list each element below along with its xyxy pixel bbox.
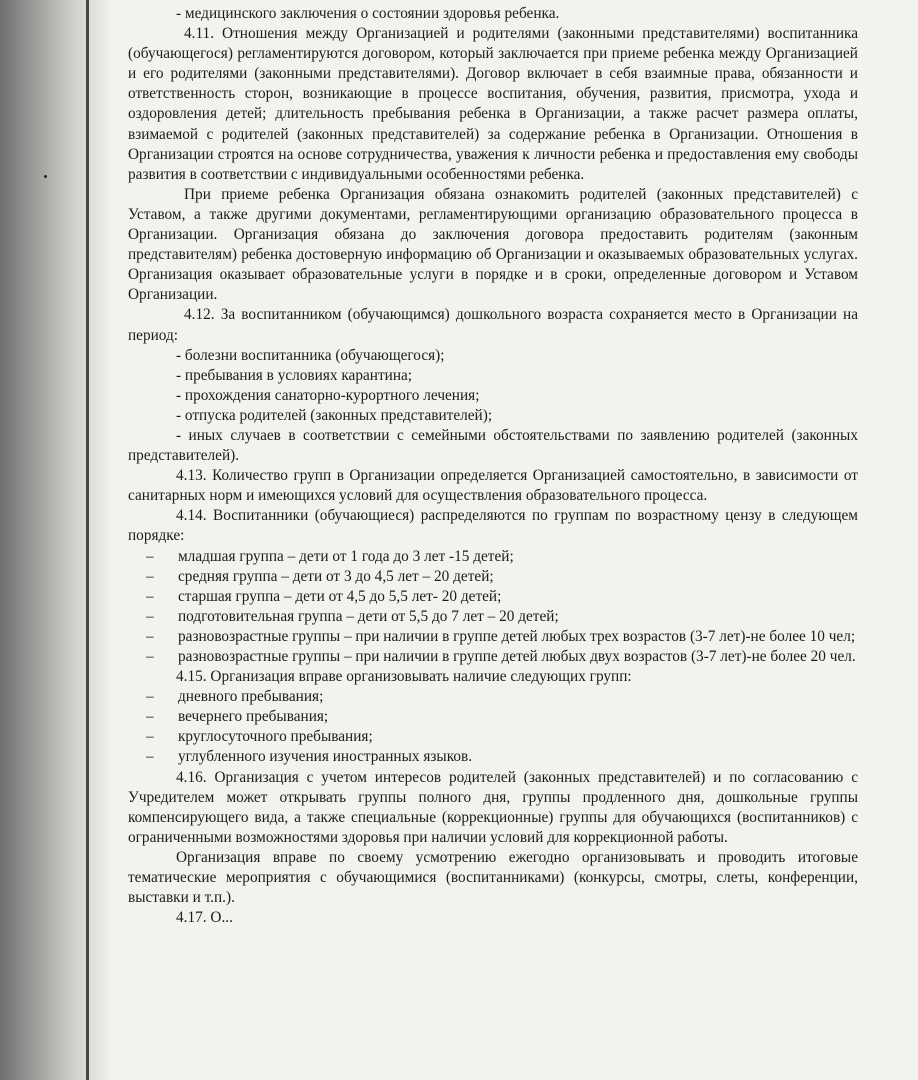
dash-bullet: –	[146, 587, 154, 605]
paragraph-events: Организация вправе по своему усмотрению ежегодно организовывать и проводить итоговые тематические мероприятия с обучающимися (воспитанниками) (конкурсы, смотры, слеты, конференции, выставки и т.п.).	[128, 848, 858, 907]
list-item	[128, 727, 858, 747]
scan-binding-shadow	[0, 0, 110, 1080]
list-item	[128, 627, 858, 647]
list-item: - прохождения санаторно-курортного лечения;	[176, 386, 480, 404]
list-item-text: разновозрастные группы – при наличии в группе детей любых двух возрастов (3-7 лет)-не более 20 чел.	[178, 648, 856, 665]
list-item	[128, 747, 858, 767]
list-item	[128, 647, 858, 667]
list-item-text: средняя группа – дети от 3 до 4,5 лет – 20 детей;	[178, 567, 494, 585]
paragraph-admission: При приеме ребенка Организация обязана ознакомить родителей (законных представителей) с Уставом, а также другими документами, регламентирующими организацию образовательного процесса в Организации. Организация обязана до заключения договора предоставить родителям (законным представителям) ребенка достоверную информацию об Организации и оказываемых образовательных услугах. Организация оказывает образовательные услуги в порядке и в сроки, определенные договором и Уставом Организации.	[128, 185, 858, 304]
dash-bullet: –	[146, 567, 154, 585]
scan-page-edge	[86, 0, 89, 1080]
list-item-text: углубленного изучения иностранных языков.	[178, 748, 473, 766]
list-item-text: дневного пребывания;	[178, 688, 324, 706]
dash-bullet: –	[146, 708, 154, 726]
dash-bullet: –	[146, 688, 154, 706]
paragraph-4-15: 4.15. Организация вправе организовывать наличие следующих групп:	[176, 668, 632, 686]
list-item-text: круглосуточного пребывания;	[178, 728, 373, 746]
dash-bullet: –	[146, 728, 154, 746]
list-item-text: вечернего пребывания;	[178, 708, 329, 726]
document-page	[128, 4, 858, 1080]
list-item-text: разновозрастные группы – при наличии в группе детей любых трех возрастов (3-7 лет)-не более 10 чел;	[178, 627, 856, 645]
paragraph-4-14: 4.14. Воспитанники (обучающиеся) распределяются по группам по возрастному цензу в следующем порядке:	[128, 507, 858, 545]
scan-speck	[44, 175, 47, 178]
dash-bullet: –	[146, 648, 154, 665]
list-item-text: старшая группа – дети от 4,5 до 5,5 лет- 20 детей;	[178, 587, 502, 605]
list-item	[128, 547, 858, 567]
list-item-text: младшая группа – дети от 1 года до 3 лет -15 детей;	[178, 547, 514, 565]
list-item	[128, 687, 858, 707]
paragraph-4-16: 4.16. Организация с учетом интересов родителей (законных представителей) и по согласованию с Учредителем может открывать группы полного дня, группы продленного дня, дошкольные группы компенсирующего вида, а также специальные (коррекционные) группы для обучающихся (воспитанников) с ограниченными возможностями здоровья при наличии условий для коррекционной работы.	[128, 768, 858, 846]
list-item: - иных случаев в соответствии с семейными обстоятельствами по заявлению родителей (законных представителей).	[128, 426, 858, 465]
list-item-text: подготовительная группа – дети от 5,5 до 7 лет – 20 детей;	[178, 607, 559, 625]
list-item	[128, 567, 858, 587]
list-item: - отпуска родителей (законных представителей);	[176, 406, 493, 424]
paragraph-4-17: 4.17. О...	[176, 909, 233, 927]
list-item	[128, 607, 858, 627]
list-item	[128, 707, 858, 727]
list-item: - пребывания в условиях карантина;	[176, 366, 413, 384]
paragraph-medical-note: - медицинского заключения о состоянии здоровья ребенка.	[176, 5, 560, 22]
dash-bullet: –	[146, 547, 154, 565]
list-item	[128, 587, 858, 607]
paragraph-4-13: 4.13. Количество групп в Организации определяется Организацией самостоятельно, в зависимости от санитарных норм и имеющихся условий для осуществления образовательного процесса.	[128, 467, 858, 505]
dash-bullet: –	[146, 748, 154, 766]
dash-bullet: –	[146, 607, 154, 625]
dash-bullet: –	[146, 627, 154, 645]
list-item: - болезни воспитанника (обучающегося);	[176, 346, 445, 364]
paragraph-4-12: 4.12. За воспитанником (обучающимся) дошкольного возраста сохраняется место в Организации на период:	[128, 306, 858, 344]
paragraph-4-11: 4.11. Отношения между Организацией и родителями (законными представителями) воспитанника (обучающегося) регламентируются договором, который заключается при приеме ребенка между Организацией и его родителями (законными представителями). Договор включает в себя взаимные права, обязанности и ответственность сторон, возникающие в процессе воспитания, обучения, развития, присмотра, ухода и оздоровления детей; длительность пребывания ребенка в Организации, а также расчет размера оплаты, взимаемой с родителей (законных представителей) за содержание ребенка в Организации. Отношения в Организации строятся на основе сотрудничества, уважения к личности ребенка и предоставления ему свободы развития в соответствии с индивидуальными особенностями ребенка.	[128, 25, 858, 183]
